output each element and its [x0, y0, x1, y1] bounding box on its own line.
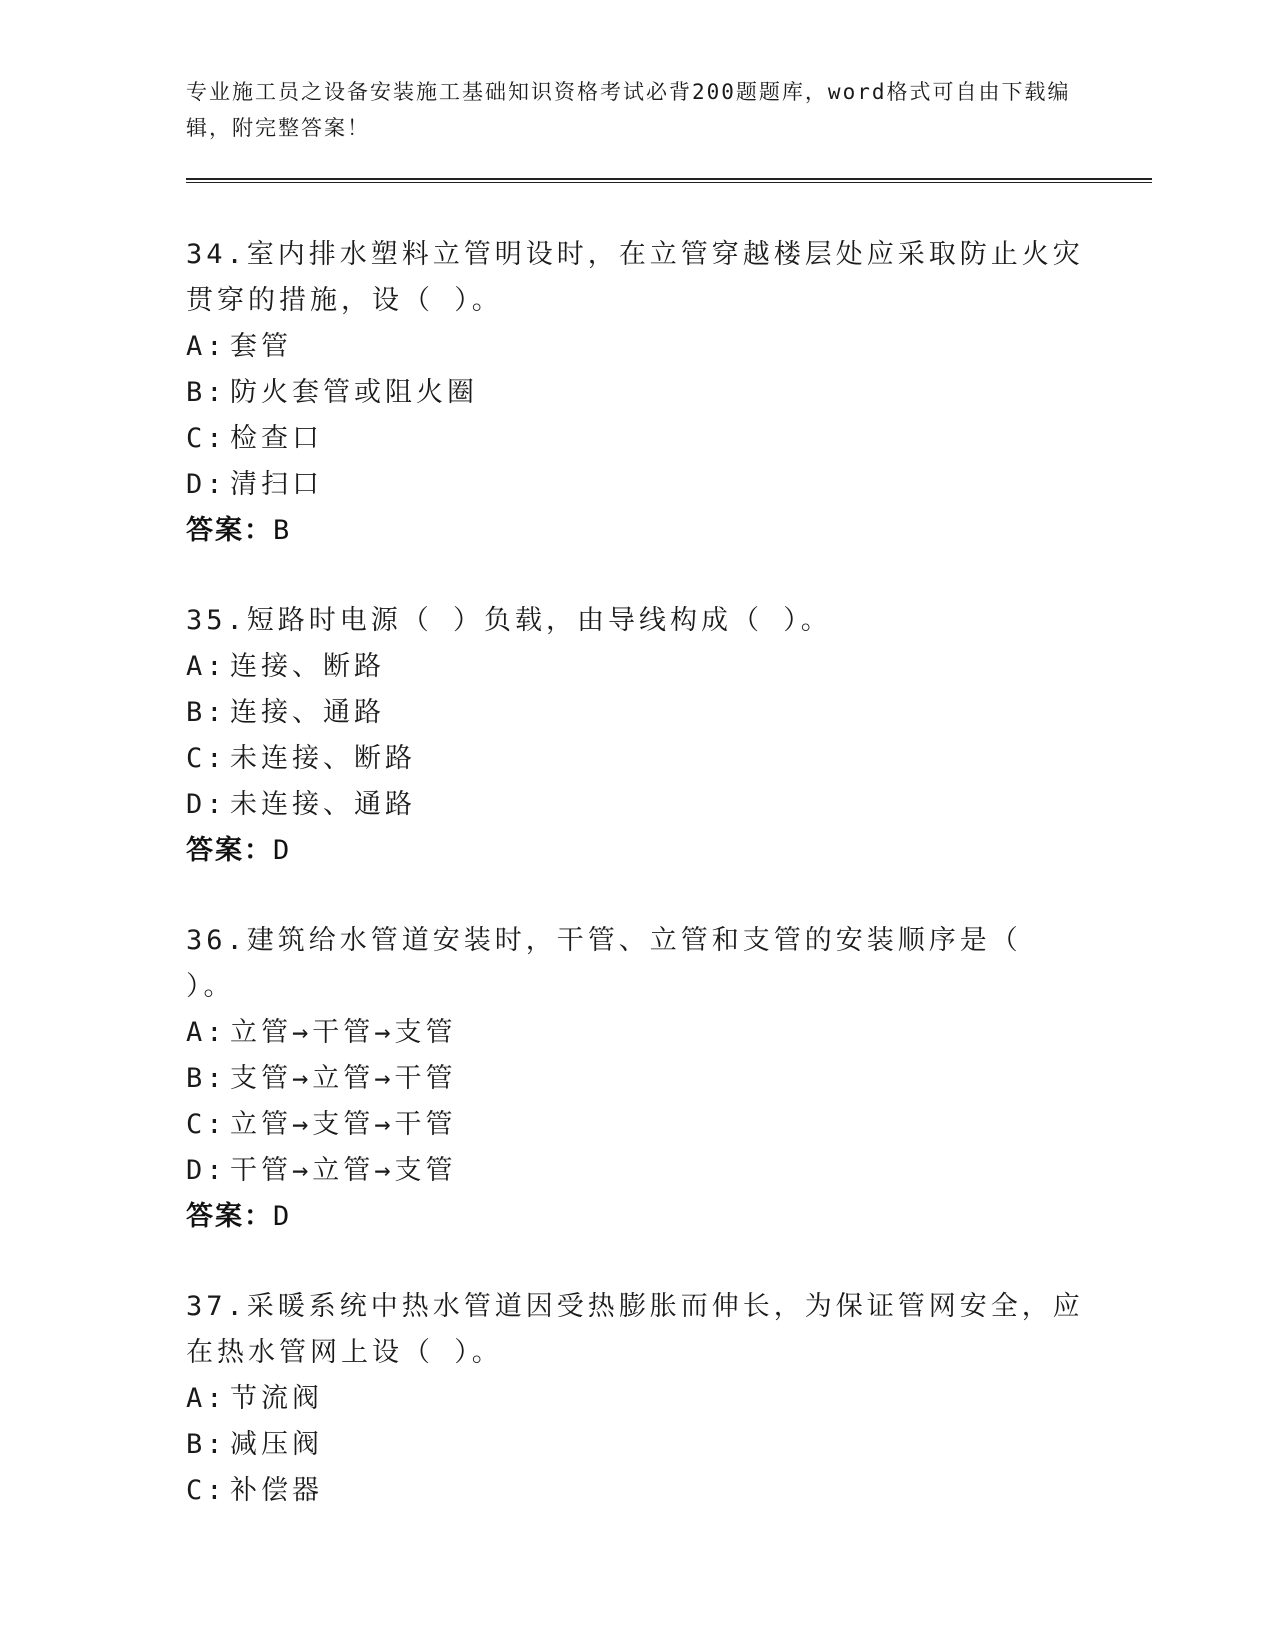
- answer-line: [186, 508, 1086, 554]
- option-key: A:: [186, 1017, 227, 1048]
- option-key: A:: [186, 651, 227, 682]
- answer-label: 答案：: [186, 515, 273, 546]
- question-stem: 37.采暖系统中热水管道因受热膨胀而伸长，为保证管网安全，应在热水管网上设（ ）。: [186, 1291, 1084, 1368]
- option-key: C:: [186, 743, 227, 774]
- option-a: [186, 1376, 1086, 1422]
- option-a: [186, 644, 1086, 690]
- option-text: 防火套管或阻火圈: [230, 377, 478, 408]
- option-text: 立管→支管→干管: [230, 1109, 457, 1140]
- option-key: C:: [186, 1475, 227, 1506]
- question-35: [186, 598, 1086, 874]
- option-text: 连接、断路: [230, 651, 385, 682]
- option-key: C:: [186, 1109, 227, 1140]
- question-stem: 36.建筑给水管道安装时，干管、立管和支管的安装顺序是（ ）。: [186, 925, 1022, 1002]
- option-key: C:: [186, 423, 227, 454]
- option-a: [186, 324, 1086, 370]
- option-c: [186, 736, 1086, 782]
- option-d: [186, 462, 1086, 508]
- option-key: B:: [186, 377, 227, 408]
- option-key: D:: [186, 1155, 227, 1186]
- option-key: A:: [186, 1383, 227, 1414]
- option-b: [186, 1056, 1086, 1102]
- option-key: D:: [186, 469, 227, 500]
- option-c: [186, 1468, 1086, 1514]
- option-c: [186, 416, 1086, 462]
- question-37: [186, 1284, 1086, 1514]
- option-key: B:: [186, 1429, 227, 1460]
- option-text: 补偿器: [230, 1475, 323, 1506]
- option-a: [186, 1010, 1086, 1056]
- option-b: [186, 370, 1086, 416]
- option-text: 检查口: [230, 423, 323, 454]
- option-text: 未连接、断路: [230, 743, 416, 774]
- option-b: [186, 1422, 1086, 1468]
- document-header: 专业施工员之设备安装施工基础知识资格考试必背200题题库，word格式可自由下载编辑，附完整答案！: [186, 80, 1071, 140]
- answer-label: 答案：: [186, 1201, 273, 1232]
- answer-value: D: [273, 1201, 292, 1232]
- option-c: [186, 1102, 1086, 1148]
- option-text: 未连接、通路: [230, 789, 416, 820]
- header-divider: [186, 178, 1152, 183]
- question-36: [186, 918, 1086, 1240]
- option-text: 减压阀: [230, 1429, 323, 1460]
- option-text: 套管: [230, 331, 292, 362]
- answer-value: D: [273, 835, 292, 866]
- option-key: B:: [186, 697, 227, 728]
- option-text: 连接、通路: [230, 697, 385, 728]
- option-text: 节流阀: [230, 1383, 323, 1414]
- option-b: [186, 690, 1086, 736]
- answer-value: B: [273, 515, 292, 546]
- option-key: A:: [186, 331, 227, 362]
- option-key: D:: [186, 789, 227, 820]
- question-list: [186, 232, 1086, 1558]
- option-text: 清扫口: [230, 469, 323, 500]
- answer-line: [186, 1194, 1086, 1240]
- option-text: 干管→立管→支管: [230, 1155, 457, 1186]
- answer-label: 答案：: [186, 835, 273, 866]
- option-d: [186, 1148, 1086, 1194]
- option-key: B:: [186, 1063, 227, 1094]
- option-text: 支管→立管→干管: [230, 1063, 457, 1094]
- answer-line: [186, 828, 1086, 874]
- question-stem: 34.室内排水塑料立管明设时，在立管穿越楼层处应采取防止火灾贯穿的措施，设（ ）。: [186, 239, 1084, 316]
- question-stem: 35.短路时电源（ ）负载，由导线构成（ ）。: [186, 605, 832, 636]
- question-34: [186, 232, 1086, 554]
- option-d: [186, 782, 1086, 828]
- option-text: 立管→干管→支管: [230, 1017, 457, 1048]
